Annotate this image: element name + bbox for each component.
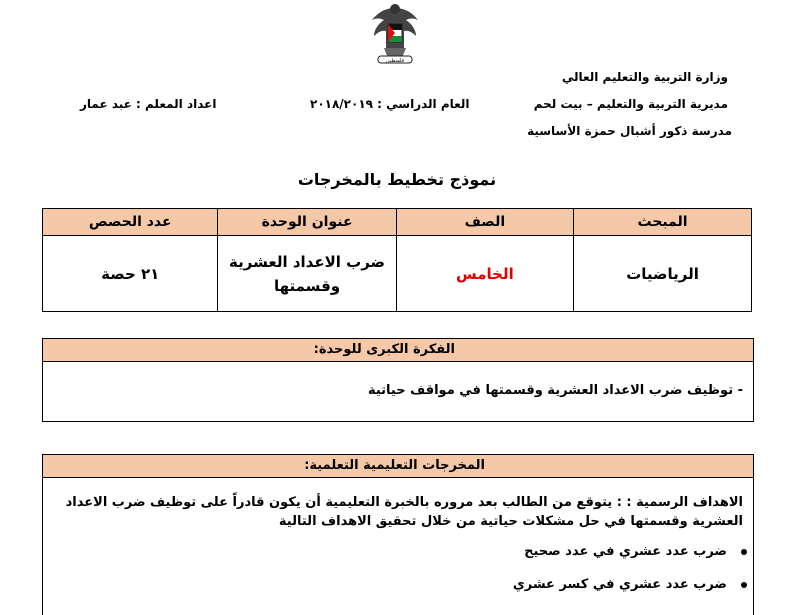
value-grade: الخامس	[396, 236, 573, 312]
value-subject: الرياضيات	[574, 236, 752, 312]
table-header-row	[43, 209, 752, 236]
header-grade: الصف	[396, 209, 573, 236]
page-title: نموذج تخطيط بالمخرجات	[297, 170, 497, 189]
list-item: ضرب عدد عشري في كسر عشري	[513, 577, 747, 592]
outcomes-intro: الاهداف الرسمية : : يتوقع من الطالب بعد مروره بالخبرة التعليمية أن يكون قادراً على توظيف ضرب الاعداد العشرية وقسمتها في حل مشكلات حياتية من خلال تحقيق الاهداف التالية	[65, 495, 743, 529]
emblem-caption: فلسطين	[386, 58, 404, 64]
teacher-name: اعداد المعلم : عبد عمار	[80, 97, 217, 111]
palestine-emblem-icon	[364, 0, 426, 66]
academic-year: العام الدراسي : ٢٠١٨/٢٠١٩	[310, 97, 470, 111]
value-lesson-count: ٢١ حصة	[43, 236, 218, 312]
big-idea-section	[42, 338, 754, 422]
header-lesson-count: عدد الحصص	[43, 209, 218, 236]
outcomes-section	[42, 454, 754, 615]
big-idea-text: - توظيف ضرب الاعداد العشرية وقسمتها في مواقف حياتية	[367, 383, 743, 398]
value-unit-title: ضرب الاعداد العشرية وقسمتها	[218, 236, 396, 312]
list-item: ضرب عدد عشري في عدد صحيح	[524, 544, 747, 559]
header-subject: المبحث	[574, 209, 752, 236]
big-idea-heading: الفكرة الكبرى للوحدة:	[43, 339, 753, 362]
ministry-name: وزارة التربية والتعليم العالي	[561, 70, 728, 84]
unit-info-table	[42, 208, 752, 312]
bullet-icon	[741, 582, 747, 588]
outcomes-heading: المخرجات التعليمية التعلمية:	[43, 455, 753, 478]
table-row	[43, 236, 752, 312]
school-name: مدرسة ذكور أشبال حمزة الأساسية	[527, 124, 732, 138]
directorate-name: مديرية التربية والتعليم – بيت لحم	[533, 97, 728, 111]
bullet-icon	[741, 549, 747, 555]
header-unit-title: عنوان الوحدة	[218, 209, 396, 236]
